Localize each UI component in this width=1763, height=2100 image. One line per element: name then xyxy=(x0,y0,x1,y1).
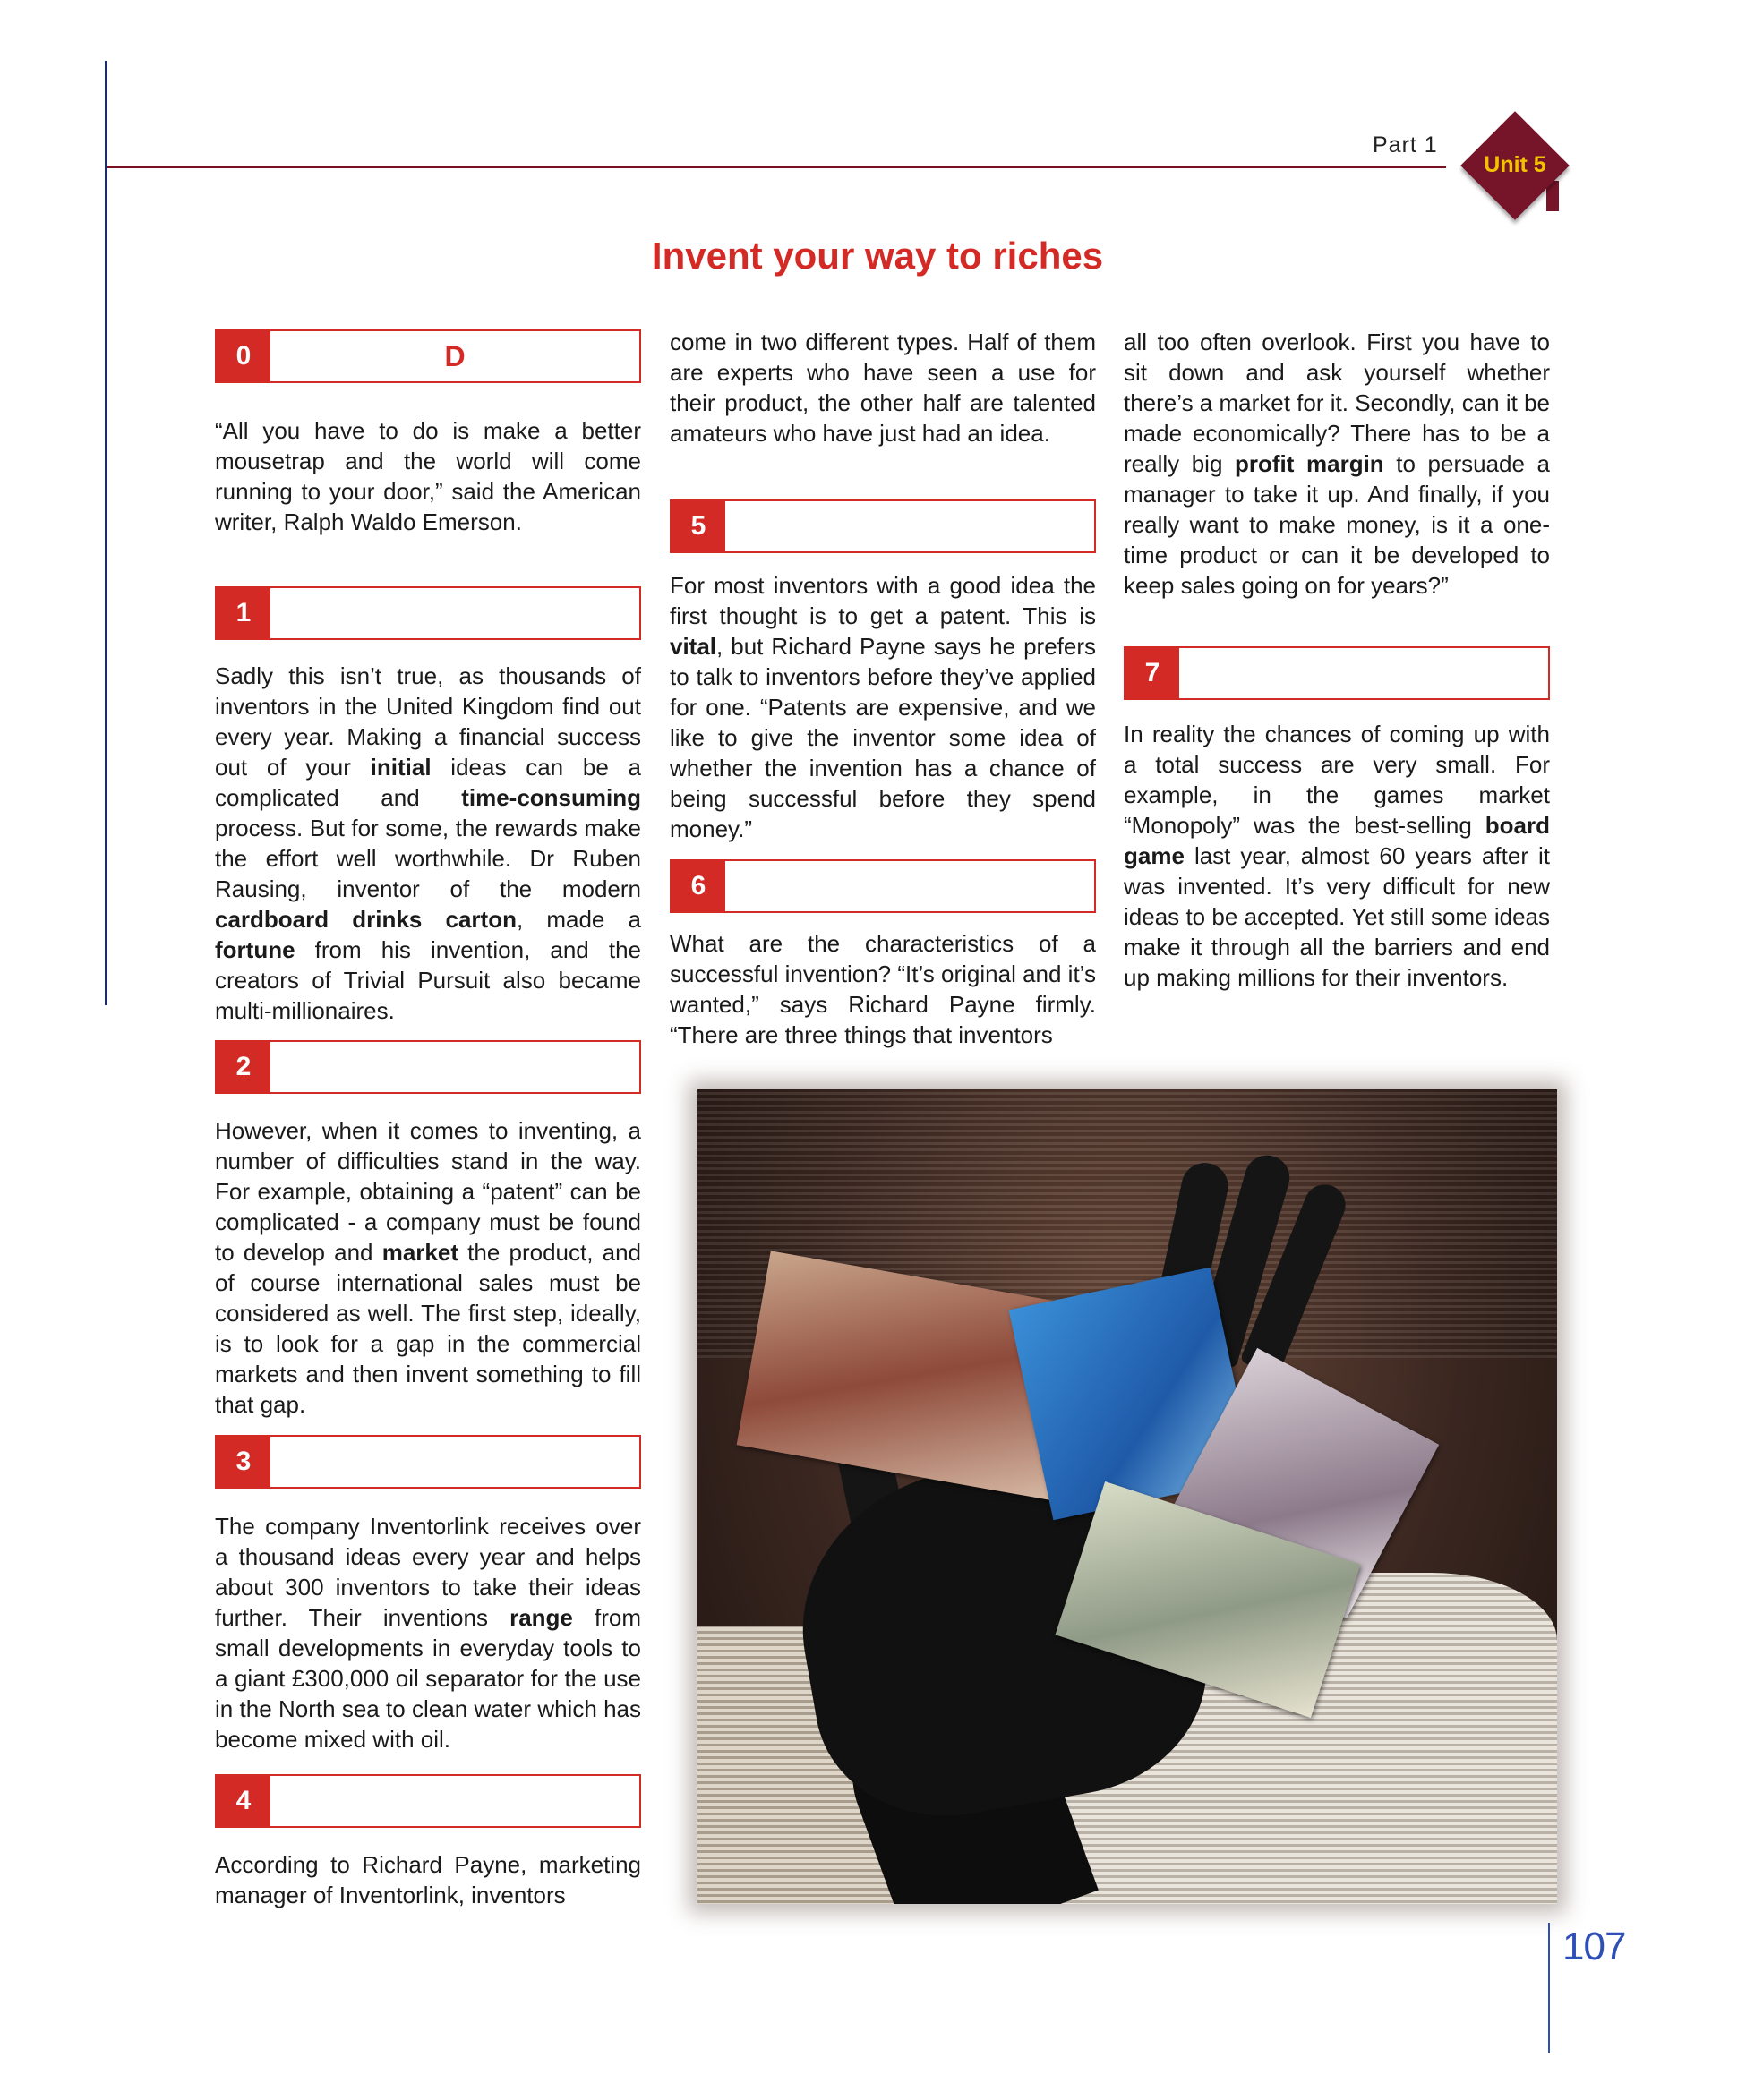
keyword: time-consuming xyxy=(461,784,641,811)
paragraph-6 xyxy=(670,928,1096,1050)
keyword: vital xyxy=(670,633,717,660)
section-heading xyxy=(725,861,1094,911)
text-run: For most inventors with a good idea the first thought is to get a patent. This is xyxy=(670,572,1096,629)
section-heading: D xyxy=(444,340,466,372)
paragraph-5 xyxy=(670,570,1096,844)
section-number: 1 xyxy=(217,588,270,638)
text-run: , made a xyxy=(516,906,641,933)
text-run: from small developments in everyday tools to a giant £300,000 oil separator for the use in the North sea to clean water which has become mixed with oil. xyxy=(215,1604,641,1753)
paragraph-text xyxy=(215,1511,641,1754)
section-number: 3 xyxy=(217,1437,270,1487)
section-box-0 xyxy=(215,329,641,383)
paragraph-text: According to Richard Payne, marketing manager of Inventorlink, inventors xyxy=(215,1851,641,1908)
paragraph-text xyxy=(215,1115,641,1420)
paragraph-4-continued xyxy=(670,327,1096,448)
paragraph-text: “All you have to do is make a better mousetrap and the world will come running to your door,” said the American writer, Ralph Waldo Emerson. xyxy=(215,417,641,535)
text-run: to persuade a manager to take it up. And finally, if you really want to make money, is it a one-time product or can it be developed to keep sales going on for years?” xyxy=(1124,450,1550,599)
text-run: , but Richard Payne says he prefers to talk to inventors before they’ve applied for one. “Patents are expensive, and we like to give the inventor some idea of whether the invention has a chance of being successful before they spend money.” xyxy=(670,633,1096,842)
left-margin-rule xyxy=(105,61,107,1005)
text-run: In reality the chances of coming up with a total success are very small. For example, in the games market “Monopoly” was the best-selling xyxy=(1124,721,1550,839)
keyword: initial xyxy=(370,754,432,781)
page-number-rule xyxy=(1548,1923,1550,2053)
section-heading xyxy=(270,588,639,638)
keyword: market xyxy=(381,1239,458,1266)
keyword: range xyxy=(509,1604,573,1631)
section-number: 6 xyxy=(672,861,725,911)
section-box-3 xyxy=(215,1435,641,1489)
paragraph-text: come in two different types. Half of them are experts who have seen a use for their product, the other half are talented amateurs who have just had an idea. xyxy=(670,329,1096,447)
section-heading xyxy=(1179,648,1548,698)
paragraph-3 xyxy=(215,1511,641,1754)
section-number: 2 xyxy=(217,1042,270,1092)
text-run: However, when it comes to inventing, a number of difficulties stand in the way. For example, obtaining a “patent” can be complicated - a company must be found to develop and xyxy=(215,1117,641,1266)
section-box-7 xyxy=(1124,646,1550,700)
unit-label: Unit 5 xyxy=(1484,152,1546,177)
text-run: the product, and of course international sales must be considered as well. The first step, ideally, is to look for a gap in the commercial markets and then invent something to fill that gap. xyxy=(215,1239,642,1418)
section-number: 5 xyxy=(672,501,725,551)
paragraph-7 xyxy=(1124,719,1550,993)
section-heading xyxy=(725,501,1094,551)
paragraph-text: What are the characteristics of a successful invention? “It’s original and it’s wanted,” says Richard Payne firmly. “There are three things that inventors xyxy=(670,930,1096,1048)
section-box-5 xyxy=(670,499,1096,553)
text-run: process. But for some, the rewards make the effort well worthwhile. Dr Ruben Rausing, inventor of the modern xyxy=(215,815,641,902)
keyword: board game xyxy=(1124,812,1550,869)
section-box-4 xyxy=(215,1774,641,1828)
unit-badge xyxy=(1457,107,1573,224)
text-run: last year, almost 60 years after it was invented. It’s very difficult for new ideas to be accepted. Yet still some ideas make it through all the barriers and end up making millions for their inventors. xyxy=(1124,842,1550,991)
paragraph-text xyxy=(670,570,1096,844)
text-run: The company Inventorlink receives over a thousand ideas every year and helps about 300 inventors to take their ideas further. Their inventions xyxy=(215,1513,641,1631)
paragraph-text xyxy=(1124,719,1550,993)
section-box-1 xyxy=(215,586,641,640)
text-run: from his invention, and the creators of Trivial Pursuit also became multi-millionaires. xyxy=(215,936,641,1024)
header-rule xyxy=(107,166,1446,168)
section-heading xyxy=(270,1042,639,1092)
section-number: 4 xyxy=(217,1776,270,1826)
paragraph-2 xyxy=(215,1115,641,1420)
paragraph-0 xyxy=(215,415,641,537)
paragraph-4 xyxy=(215,1849,641,1910)
text-run: Sadly this isn’t true, as thousands of inventors in the United Kingdom find out every year. Making a financial success out of your xyxy=(215,662,641,781)
money-hand-photo xyxy=(697,1089,1557,1904)
text-run: all too often overlook. First you have to sit down and ask yourself whether there’s a market for it. Secondly, can it be made economically? There has to be a really big xyxy=(1124,329,1550,477)
paragraph-text xyxy=(1124,327,1550,601)
paragraph-6-continued xyxy=(1124,327,1550,601)
paragraph-1 xyxy=(215,661,641,1026)
paragraph-text xyxy=(215,661,641,1026)
keyword: fortune xyxy=(215,936,295,963)
keyword: cardboard drinks carton xyxy=(215,906,517,933)
part-label: Part 1 xyxy=(1373,132,1438,158)
section-number: 0 xyxy=(217,331,270,381)
section-box-2 xyxy=(215,1040,641,1094)
section-box-6 xyxy=(670,859,1096,913)
section-heading xyxy=(270,1437,639,1487)
article-title: Invent your way to riches xyxy=(651,235,1104,277)
keyword: profit margin xyxy=(1235,450,1384,477)
section-heading xyxy=(270,1776,639,1826)
text-run: ideas can be a complicated and xyxy=(215,754,642,811)
page-number: 107 xyxy=(1562,1925,1626,1968)
section-number: 7 xyxy=(1125,648,1179,698)
